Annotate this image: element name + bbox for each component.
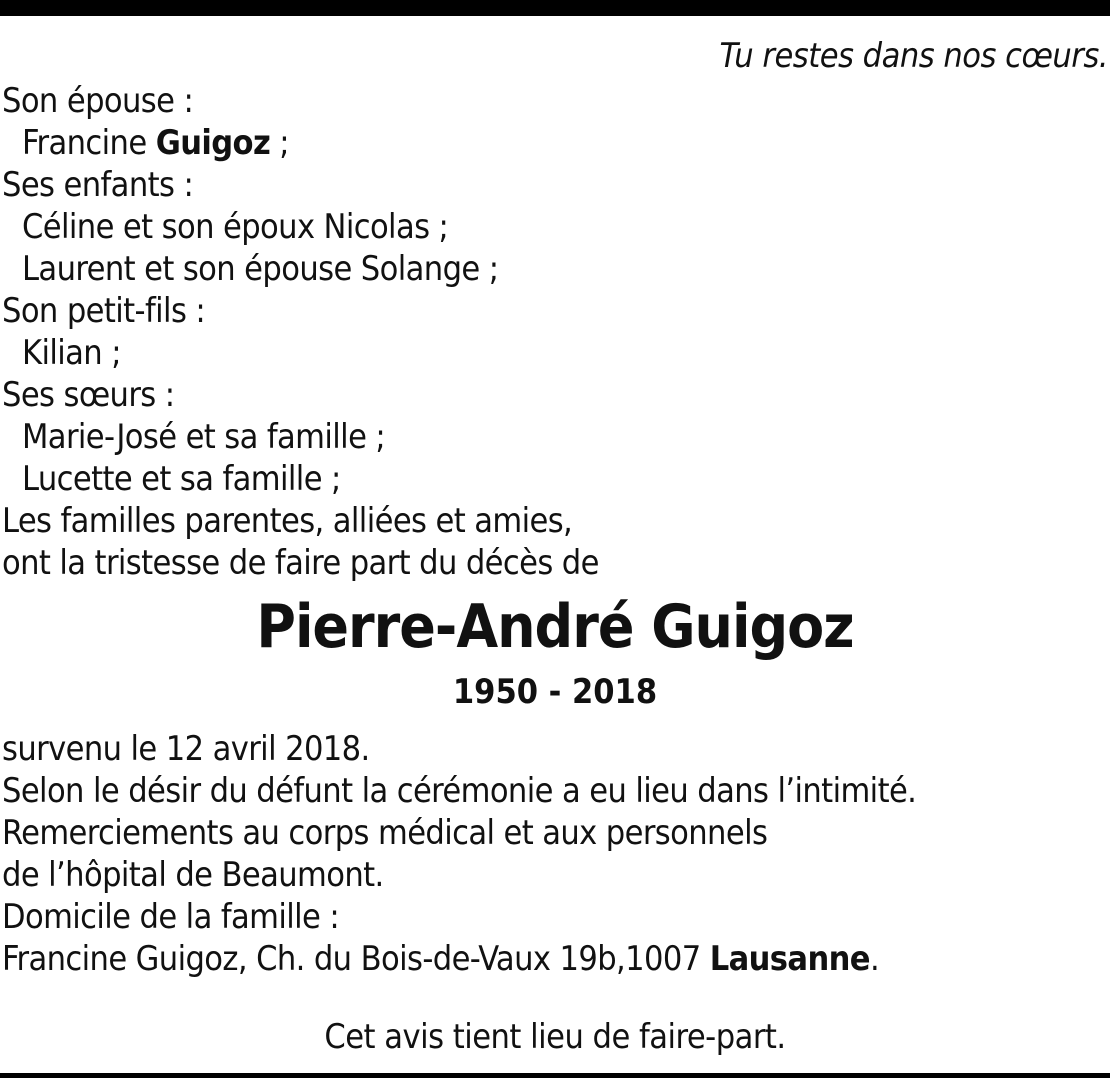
address-street: Francine Guigoz, Ch. du Bois-de-Vaux 19b,1007 bbox=[2, 939, 701, 979]
relatives-line: Les familles parentes, alliées et amies, bbox=[2, 501, 573, 541]
spouse-label: Son épouse : bbox=[2, 81, 194, 121]
address-city: Lausanne bbox=[709, 939, 870, 979]
deceased-years: 1950 - 2018 bbox=[452, 672, 658, 712]
grandson-label: Son petit-fils : bbox=[2, 291, 206, 331]
children-label: Ses enfants : bbox=[2, 165, 194, 205]
thanks-line-1: Remerciements au corps médical et aux personnels bbox=[2, 813, 768, 853]
sister-1: Marie-José et sa famille ; bbox=[22, 417, 386, 457]
child-2: Laurent et son épouse Solange ; bbox=[22, 249, 499, 289]
grandson: Kilian ; bbox=[22, 333, 121, 373]
date-line: survenu le 12 avril 2018. bbox=[2, 729, 370, 769]
sisters-label: Ses sœurs : bbox=[2, 375, 175, 415]
spouse-end: ; bbox=[279, 123, 290, 163]
motto: Tu restes dans nos cœurs. bbox=[719, 36, 1108, 76]
top-rule bbox=[0, 0, 1110, 16]
spouse-line bbox=[2, 122, 599, 164]
address-label: Domicile de la famille : bbox=[2, 897, 340, 937]
address-end: . bbox=[869, 939, 880, 979]
details-block bbox=[2, 728, 916, 980]
child-1: Céline et son époux Nicolas ; bbox=[22, 207, 449, 247]
family-list bbox=[2, 80, 599, 584]
deceased-name: Pierre-André Guigoz bbox=[256, 592, 854, 662]
closing-line: Cet avis tient lieu de faire-part. bbox=[324, 1017, 786, 1057]
thanks-line-2: de l’hôpital de Beaumont. bbox=[2, 855, 384, 895]
bottom-rule bbox=[0, 1073, 1110, 1078]
spouse-last-name: Guigoz bbox=[155, 123, 271, 163]
address-line bbox=[2, 938, 916, 980]
announcement-line: ont la tristesse de faire part du décès de bbox=[2, 543, 599, 583]
ceremony-line: Selon le désir du défunt la cérémonie a eu lieu dans l’intimité. bbox=[2, 771, 917, 811]
sister-2: Lucette et sa famille ; bbox=[22, 459, 341, 499]
spouse-first-name: Francine bbox=[22, 123, 147, 163]
